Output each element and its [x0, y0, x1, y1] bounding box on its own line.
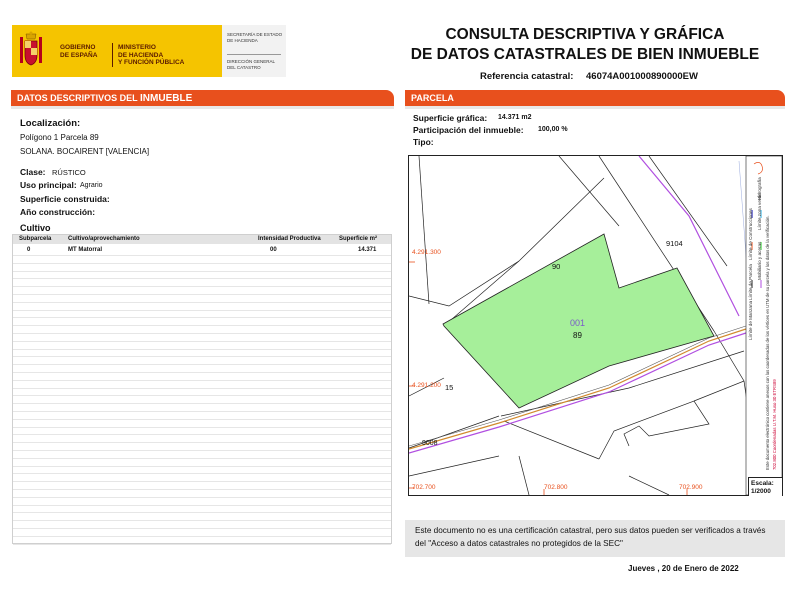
tipo-label: Tipo: [413, 137, 434, 147]
table-row-line [13, 427, 391, 428]
clase-value: RÚSTICO [52, 168, 86, 177]
parcel-code: 001 [570, 318, 586, 328]
table-row-line [13, 271, 391, 272]
td-cultivo: MT Matorral [68, 247, 103, 253]
table-row-line [13, 497, 391, 498]
table-row-line [13, 466, 391, 467]
th-superficie: Superficie m² [339, 236, 378, 242]
table-row-line [13, 403, 391, 404]
map-label-9008: 9008 [422, 440, 438, 447]
superficie-construida-label: Superficie construida: [20, 194, 110, 204]
td-superficie: 14.371 [358, 247, 377, 253]
th-cultivo: Cultivo/aprovechamiento [68, 236, 140, 242]
table-row-line [13, 473, 391, 474]
cadastral-map-drawing[interactable] [409, 156, 782, 495]
table-row-line [13, 356, 391, 357]
table-row-line [13, 372, 391, 373]
th-subparcela: Subparcela [19, 236, 52, 242]
table-row-line [13, 255, 391, 256]
table-row-line [13, 411, 391, 412]
coord-x-right: 702.900 [679, 484, 703, 491]
td-subparcela: 0 [27, 247, 31, 253]
table-row-line [13, 317, 391, 318]
direccion-line2: DEL CATASTRO [227, 64, 261, 70]
superficie-grafica-value: 14.371 m2 [498, 114, 532, 121]
table-row-line [13, 520, 391, 521]
coord-y-top: 4.291.300 [412, 249, 441, 256]
section-bar-datos [11, 90, 394, 106]
map-label-15: 15 [445, 383, 454, 392]
table-row-line [13, 450, 391, 451]
localizacion-label: Localización: [20, 118, 81, 129]
table-row-line [13, 481, 391, 482]
table-row-line [13, 310, 391, 311]
section-bar-parcela: PARCELA [405, 90, 785, 106]
logo-divider [112, 43, 113, 67]
legend-item-hidrografia: Hidrografía [757, 177, 762, 200]
table-row-line [13, 395, 391, 396]
verification-note: Este documento no es una certificación catastral, pero sus datos pueden ser verificados a través del "Acceso a datos catastrales no protegidos de la SEC" [405, 520, 785, 557]
table-row-line [13, 419, 391, 420]
anio-construccion-label: Año construcción: [20, 207, 96, 217]
th-intensidad: Intensidad Productiva [258, 236, 321, 242]
table-row-line [13, 512, 391, 513]
gov-name-line1: GOBIERNO [60, 44, 96, 51]
table-row-line [13, 388, 391, 389]
table-row-line [13, 442, 391, 443]
ministry-line3: Y FUNCIÓN PÚBLICA [118, 59, 185, 66]
localizacion-line2: SOLANA. BOCAIRENT [VALENCIA] [20, 147, 150, 156]
participacion-value: 100,00 % [538, 126, 568, 133]
legend-note-utm: 702.800 Coordenadas U.T.M. Huso 30 ETRS89 [772, 379, 777, 470]
ref-catastral-label: Referencia catastral: [480, 71, 574, 82]
ref-catastral-value: 46074A001000890000EW [586, 71, 698, 82]
gov-name [60, 44, 97, 59]
coat-of-arms-icon [18, 31, 44, 71]
legend-item-zona-verde: Límite zona verde [757, 193, 762, 230]
scale-value: 1/2000 [751, 488, 771, 495]
table-row-line [13, 286, 391, 287]
participacion-label: Participación del inmueble: [413, 125, 524, 135]
secretaria-divider [227, 54, 281, 55]
table-row-line [13, 544, 391, 545]
table-row-line [13, 349, 391, 350]
document-date: Jueves , 20 de Enero de 2022 [628, 564, 739, 573]
table-row-line [13, 489, 391, 490]
uso-label: Uso principal: [20, 180, 77, 190]
cultivo-label: Cultivo [20, 223, 51, 233]
table-row-line [13, 458, 391, 459]
direccion-name [227, 59, 275, 70]
uso-value: Agrario [80, 182, 103, 189]
legend-item-mobiliario: Mobiliario y aceras [757, 241, 762, 280]
section-title-strong: INMUEBLE [140, 93, 193, 104]
table-row-line [13, 294, 391, 295]
scale-label: Escala: [751, 480, 774, 487]
td-intensidad: 00 [270, 247, 277, 253]
ministry-name [118, 44, 184, 67]
secretaria-name [227, 32, 282, 43]
ministry-line1: MINISTERIO [118, 44, 156, 51]
legend-item-construcciones: Límite de Construcciones [748, 208, 753, 260]
map-label-9104: 9104 [666, 239, 683, 248]
table-row-line [13, 302, 391, 303]
section-bar-shadow [405, 106, 785, 109]
table-row-line [13, 536, 391, 537]
table-row-line [13, 434, 391, 435]
legend-note-coordinates: Este documento electrónico contiene anexos con las coordenadas de los vértices en UTM de su parcela y los datos de la verificación. [765, 215, 770, 470]
section-title-prefix: DATOS DESCRIPTIVOS DEL [17, 93, 141, 103]
coord-y-bottom: 4.291.200 [412, 382, 441, 389]
document-title [405, 25, 765, 65]
secretaria-line1: SECRETARÍA DE ESTADO [227, 32, 283, 37]
map-label-90: 90 [552, 262, 561, 271]
legend-item-parcela: Límite de Parcela [748, 264, 753, 300]
direccion-line1: DIRECCIÓN GENERAL [227, 59, 276, 64]
superficie-grafica-label: Superficie gráfica: [413, 113, 488, 123]
table-row-line [13, 263, 391, 264]
legend-item-manzana: Límite de Manzana [748, 300, 753, 340]
table-row-line [13, 333, 391, 334]
table-row-line [13, 528, 391, 529]
clase-label: Clase: [20, 167, 46, 177]
table-row-line [13, 505, 391, 506]
secretaria-line2: DE HACIENDA [227, 37, 258, 43]
table-row-line [13, 380, 391, 381]
table-row-line [13, 278, 391, 279]
title-line2: DE DATOS CATASTRALES DE BIEN INMUEBLE [410, 46, 760, 63]
map-scale [748, 477, 782, 496]
coord-x-mid: 702.800 [544, 484, 568, 491]
title-line1: CONSULTA DESCRIPTIVA Y GRÁFICA [445, 26, 725, 43]
section-bar-shadow [11, 106, 394, 109]
parcel-number: 89 [573, 331, 582, 340]
table-row-line [13, 325, 391, 326]
gov-name-line2: DE ESPAÑA [60, 51, 98, 59]
table-row-line [13, 364, 391, 365]
localizacion-line1: Polígono 1 Parcela 89 [20, 133, 99, 142]
ministry-line2: DE HACIENDA [118, 51, 164, 59]
coord-x-left: 702.700 [412, 484, 436, 491]
table-row-line [13, 341, 391, 342]
